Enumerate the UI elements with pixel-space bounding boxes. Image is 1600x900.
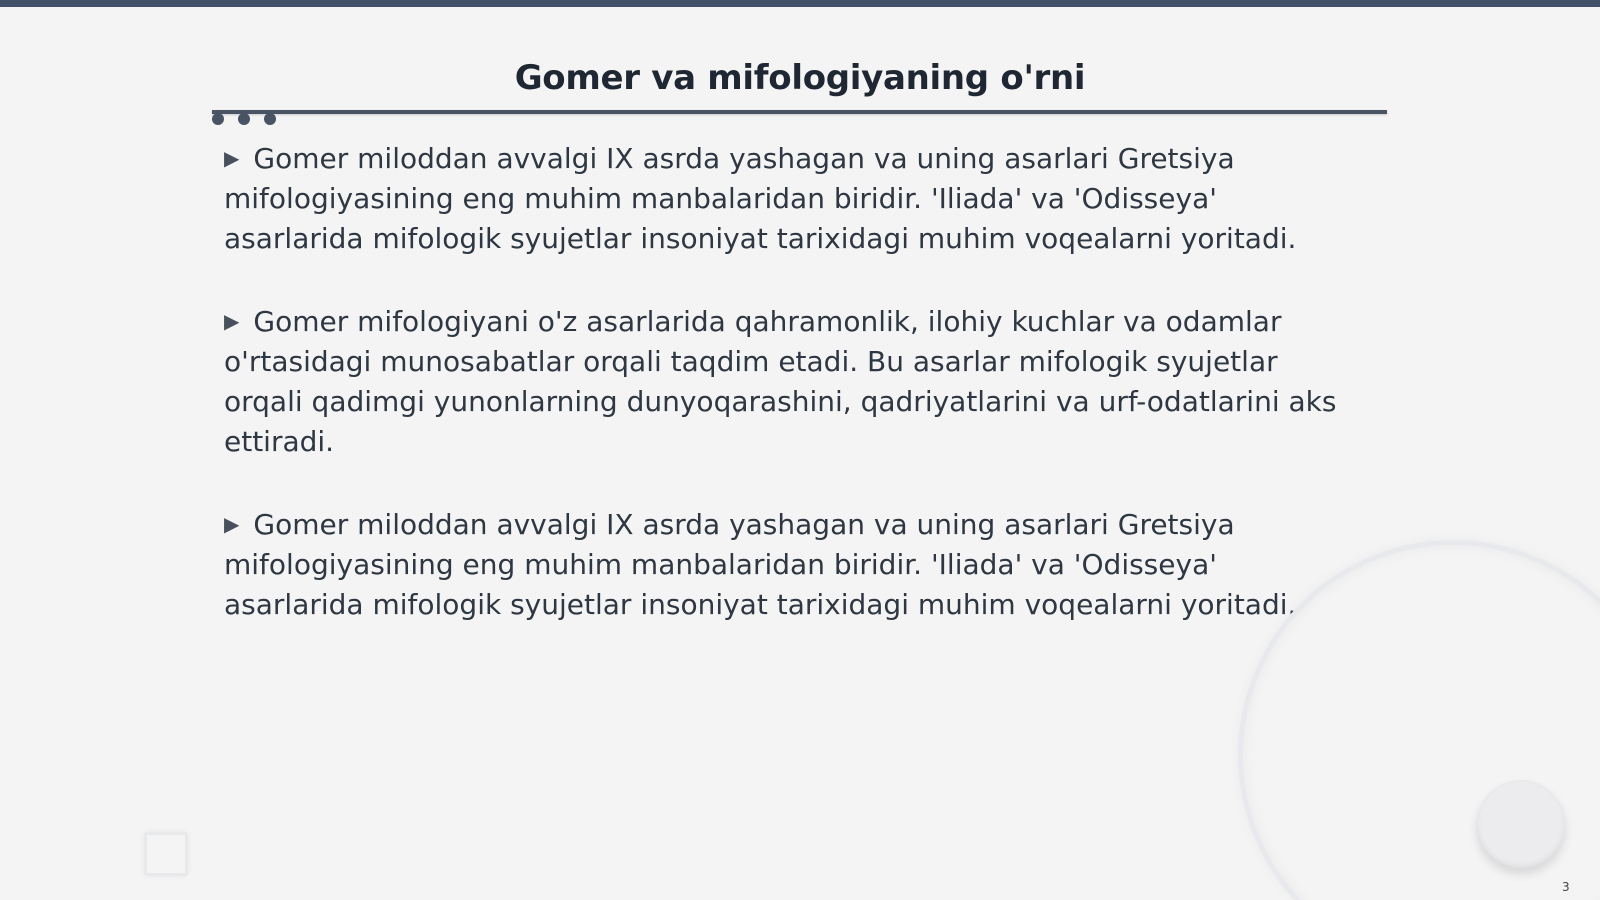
bullet-item [224, 504, 1354, 625]
bullet-text: Gomer miloddan avvalgi IX asrda yashagan va uning asarlari Gretsiya mifologiyasining eng muhim manbalaridan biridir. 'Iliada' va 'Odisseya' asarlarida mifologik syujetlar insoniyat tarixidagi muhim voqealarni yoritadi. [224, 508, 1297, 621]
triangle-bullet-icon: ▶ [224, 309, 240, 333]
decorative-dots [212, 113, 282, 127]
dot-icon [264, 113, 276, 125]
decorative-square [144, 832, 188, 876]
dot-icon [212, 113, 224, 125]
top-accent-bar [0, 0, 1600, 7]
bullet-item [224, 301, 1354, 462]
bullet-text: Gomer miloddan avvalgi IX asrda yashagan va uning asarlari Gretsiya mifologiyasining eng muhim manbalaridan biridir. 'Iliada' va 'Odisseya' asarlarida mifologik syujetlar insoniyat tarixidagi muhim voqealarni yoritadi. [224, 142, 1297, 255]
bullet-text: Gomer mifologiyani o'z asarlarida qahramonlik, ilohiy kuchlar va odamlar o'rtasidagi munosabatlar orqali taqdim etadi. Bu asarlar mifologik syujetlar orqali qadimgi yunonlarning dunyoqarashini, qadriyatlarini va urf-odatlarini aks ettiradi. [224, 305, 1337, 458]
bullet-list [224, 138, 1354, 667]
decorative-circle [1477, 780, 1565, 868]
page-number: 3 [1562, 880, 1570, 894]
dot-icon [238, 113, 250, 125]
triangle-bullet-icon: ▶ [224, 146, 240, 170]
bullet-item [224, 138, 1354, 259]
title-underline [212, 110, 1387, 114]
slide-title: Gomer va mifologiyaning o'rni [514, 58, 1086, 98]
triangle-bullet-icon: ▶ [224, 512, 240, 536]
